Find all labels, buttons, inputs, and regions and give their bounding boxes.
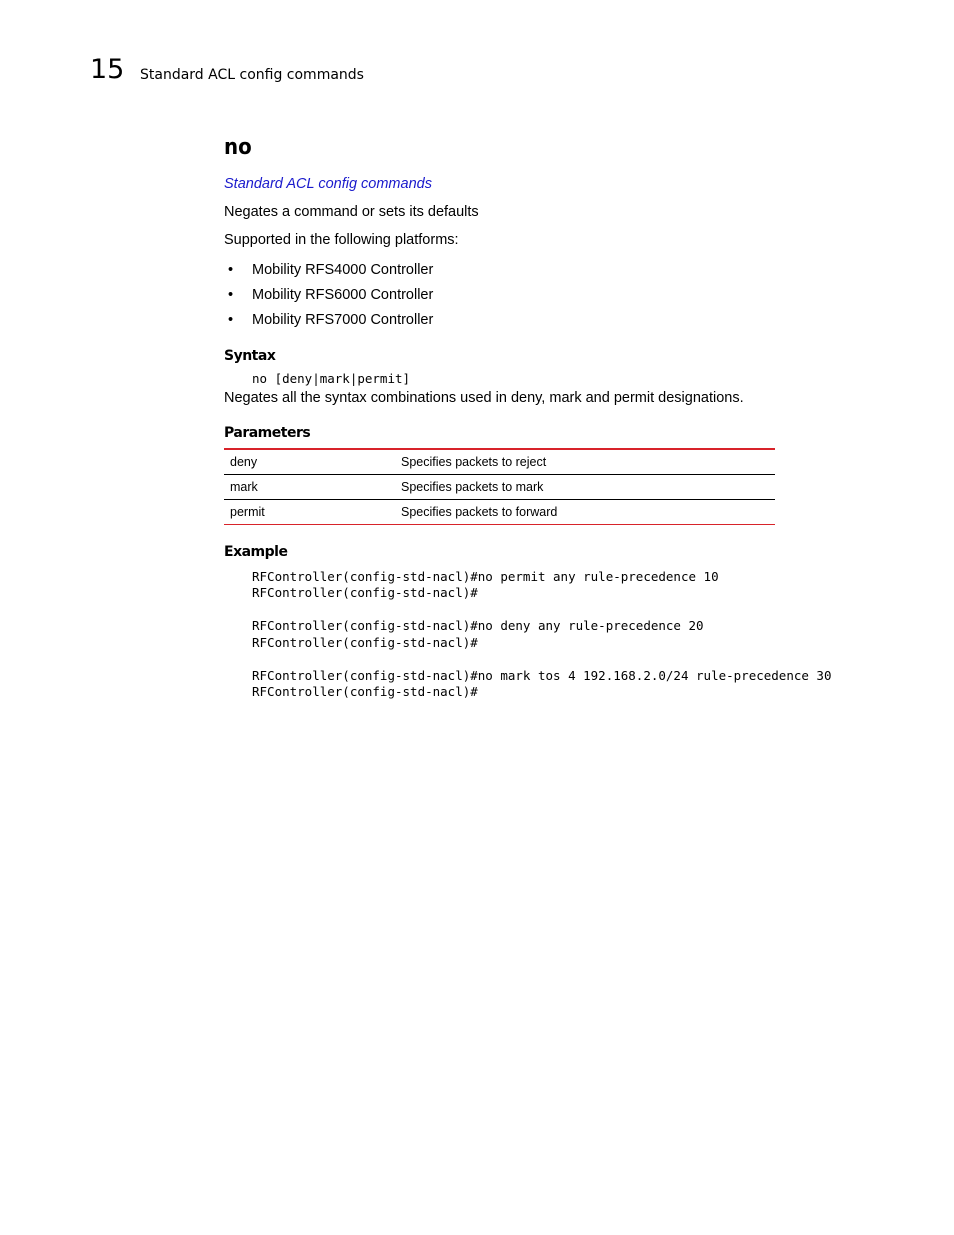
bullet-icon: • [228,287,234,303]
parameters-heading: Parameters [224,424,311,441]
param-description: Specifies packets to reject [395,449,775,475]
table-row [224,499,775,524]
param-description: Specifies packets to mark [395,474,775,499]
list-item [224,283,884,308]
platform-name: Mobility RFS7000 Controller [252,312,434,328]
parameters-table [224,448,775,525]
syntax-description: Negates all the syntax combinations used in deny, mark and permit designations. [224,389,744,406]
example-heading: Example [224,543,288,560]
example-line: RFController(config-std-nacl)# [252,585,478,600]
platform-name: Mobility RFS6000 Controller [252,287,434,303]
example-line: RFController(config-std-nacl)#no mark tos 4 192.168.2.0/24 rule-precedence 30 [252,667,832,683]
list-item [224,308,884,333]
example-line: RFController(config-std-nacl)# [252,634,478,650]
main-content [224,134,884,701]
breadcrumb-link[interactable]: Standard ACL config commands [224,176,432,192]
example-line: RFController(config-std-nacl)#no deny any rule-precedence 20 [252,618,704,633]
example-line: RFController(config-std-nacl)#no permit any rule-precedence 10 [252,568,719,584]
command-title: no [224,135,252,160]
table-row [224,449,775,475]
syntax-heading: Syntax [224,348,276,364]
platform-name: Mobility RFS4000 Controller [252,262,434,278]
syntax-code: no [deny|mark|permit] [252,371,411,386]
example-code-block [224,569,884,701]
command-description: Negates a command or sets its defaults [224,204,479,220]
platforms-intro: Supported in the following platforms: [224,232,459,248]
bullet-icon: • [228,262,234,278]
param-name: mark [224,474,395,499]
param-name: deny [224,449,395,475]
param-name: permit [224,499,395,524]
example-line: RFController(config-std-nacl)# [252,684,478,699]
param-description: Specifies packets to forward [395,499,775,524]
list-item [224,258,884,283]
platform-list [224,258,884,333]
bullet-icon: • [228,312,234,328]
chapter-title: Standard ACL config commands [140,67,364,83]
table-row [224,474,775,499]
chapter-number: 15 [90,54,125,85]
